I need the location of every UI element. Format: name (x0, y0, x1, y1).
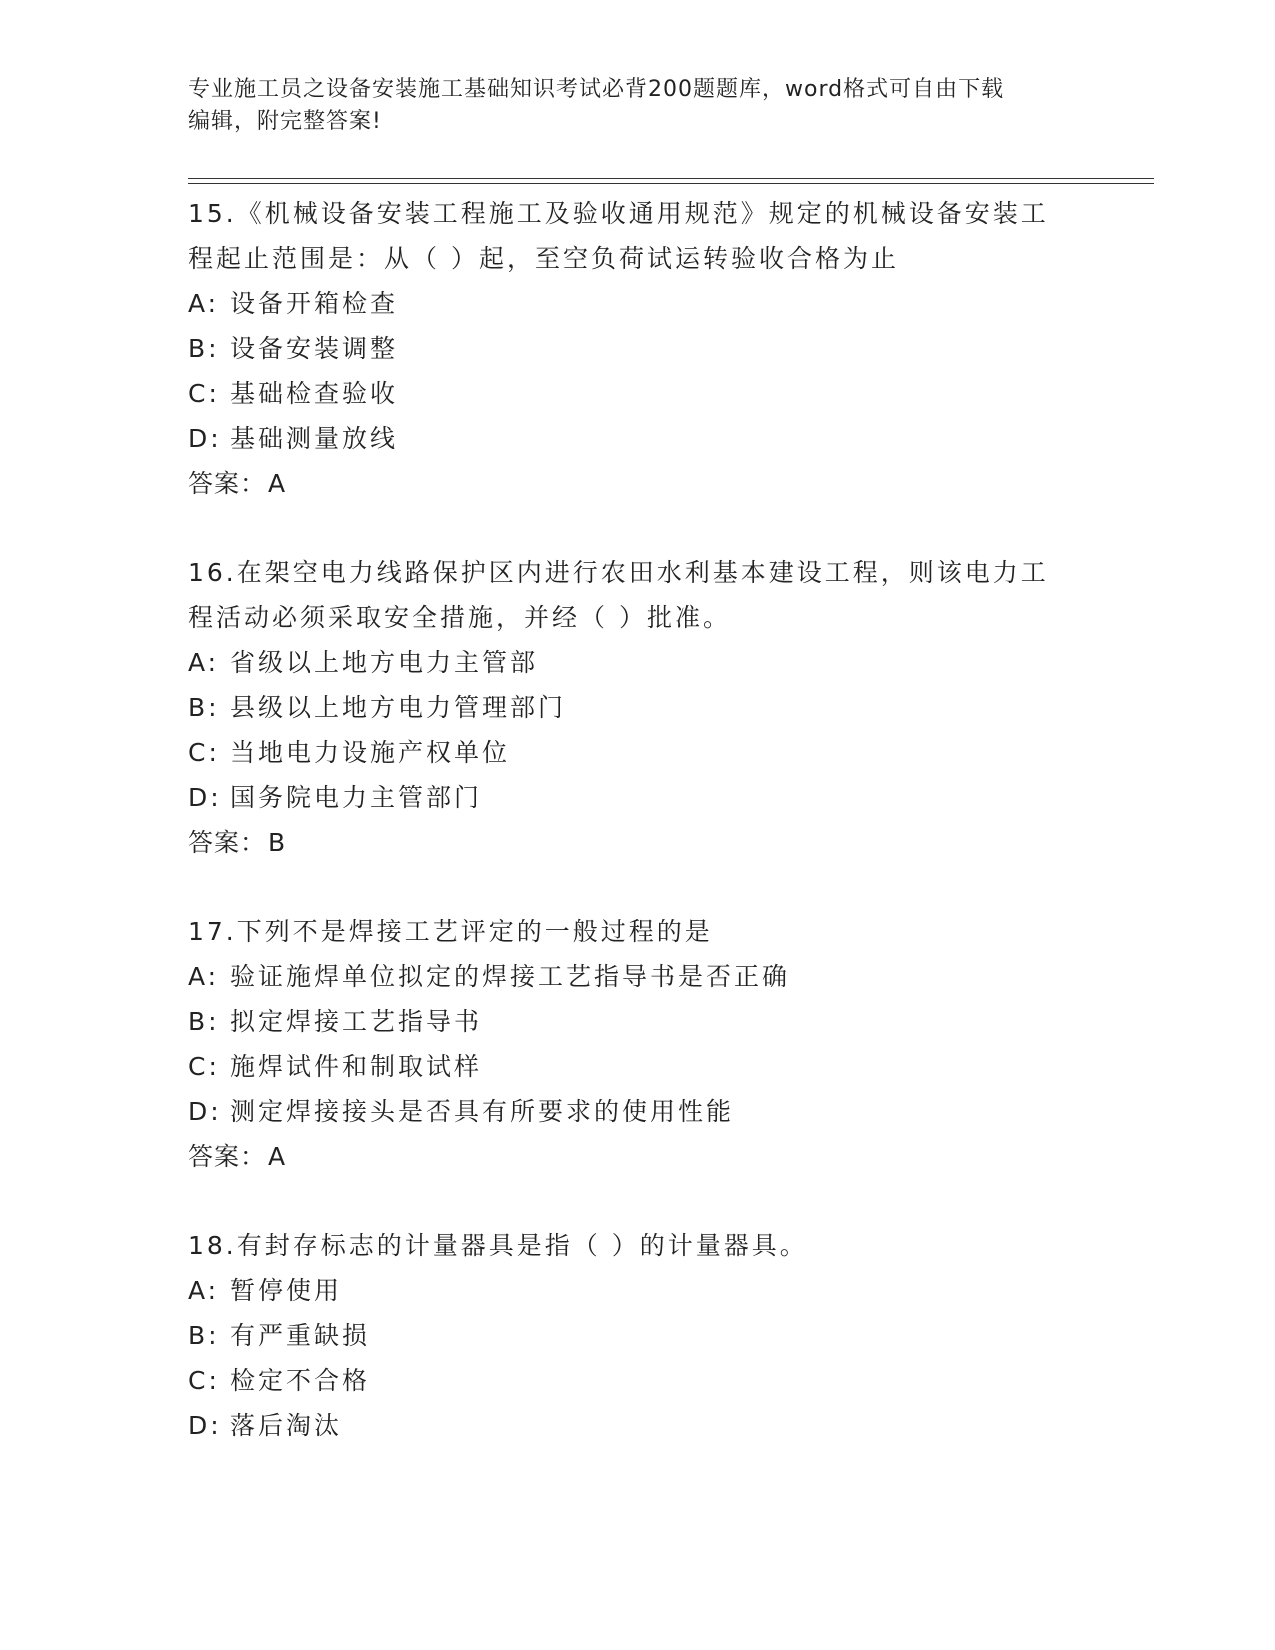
header-title-line-1: 专业施工员之设备安装施工基础知识考试必背200题题库，word格式可自由下载 (188, 77, 1005, 102)
option-a (188, 1268, 1128, 1313)
option-b (188, 999, 1128, 1044)
option-c (188, 1358, 1128, 1403)
question-text-line-1: 15.《机械设备安装工程施工及验收通用规范》规定的机械设备安装工 (188, 199, 1049, 228)
option-d (188, 775, 1128, 820)
option-key: A: (188, 962, 220, 991)
option-text: 有严重缺损 (230, 1321, 371, 1350)
option-text: 基础检查验收 (230, 379, 399, 408)
answer-line (188, 1134, 1128, 1179)
header-title-line-2: 编辑，附完整答案! (188, 109, 382, 134)
option-text: 省级以上地方电力主管部 (230, 648, 539, 677)
answer-value: A (268, 469, 287, 498)
answer-label: 答案： (188, 828, 267, 857)
answer-line (188, 461, 1128, 506)
option-key: B: (188, 334, 220, 363)
option-key: C: (188, 738, 220, 767)
question-17 (188, 909, 1128, 1179)
option-c (188, 730, 1128, 775)
answer-value: A (268, 1142, 287, 1171)
option-key: D: (188, 424, 222, 453)
option-c (188, 371, 1128, 416)
question-text-line-2: 程活动必须采取安全措施，并经（ ）批准。 (188, 603, 731, 632)
answer-value: B (268, 828, 287, 857)
option-text: 检定不合格 (230, 1366, 371, 1395)
option-key: A: (188, 1276, 220, 1305)
answer-label: 答案： (188, 469, 267, 498)
option-text: 验证施焊单位拟定的焊接工艺指导书是否正确 (230, 962, 791, 991)
option-key: B: (188, 1007, 220, 1036)
option-text: 县级以上地方电力管理部门 (230, 693, 567, 722)
question-15 (188, 191, 1128, 506)
option-text: 暂停使用 (230, 1276, 343, 1305)
option-a (188, 281, 1128, 326)
option-key: D: (188, 783, 222, 812)
option-key: C: (188, 379, 220, 408)
option-key: B: (188, 693, 220, 722)
question-16 (188, 550, 1128, 865)
header-divider-bottom (188, 183, 1154, 184)
question-text-line-1: 16.在架空电力线路保护区内进行农田水利基本建设工程，则该电力工 (188, 558, 1049, 587)
option-text: 落后淘汰 (230, 1411, 343, 1440)
option-d (188, 1089, 1128, 1134)
option-d (188, 1403, 1128, 1448)
question-list (188, 191, 1128, 1492)
option-a (188, 640, 1128, 685)
option-text: 设备开箱检查 (230, 289, 399, 318)
question-18 (188, 1223, 1128, 1448)
header-divider-top (188, 178, 1154, 179)
option-key: C: (188, 1052, 220, 1081)
document-header (188, 74, 1088, 138)
answer-line (188, 820, 1128, 865)
option-c (188, 1044, 1128, 1089)
option-key: A: (188, 289, 220, 318)
option-key: C: (188, 1366, 220, 1395)
question-text-line-1: 18.有封存标志的计量器具是指（ ）的计量器具。 (188, 1231, 808, 1260)
option-key: D: (188, 1097, 222, 1126)
question-text-line-1: 17.下列不是焊接工艺评定的一般过程的是 (188, 917, 713, 946)
option-key: B: (188, 1321, 220, 1350)
option-text: 当地电力设施产权单位 (230, 738, 511, 767)
answer-label: 答案： (188, 1142, 267, 1171)
option-text: 设备安装调整 (230, 334, 399, 363)
option-b (188, 685, 1128, 730)
option-text: 拟定焊接工艺指导书 (230, 1007, 483, 1036)
question-text-line-2: 程起止范围是：从（ ）起，至空负荷试运转验收合格为止 (188, 244, 899, 273)
option-key: A: (188, 648, 220, 677)
option-text: 国务院电力主管部门 (230, 783, 483, 812)
option-b (188, 326, 1128, 371)
option-d (188, 416, 1128, 461)
option-text: 测定焊接接头是否具有所要求的使用性能 (230, 1097, 735, 1126)
option-text: 施焊试件和制取试样 (230, 1052, 483, 1081)
option-a (188, 954, 1128, 999)
option-key: D: (188, 1411, 222, 1440)
option-b (188, 1313, 1128, 1358)
option-text: 基础测量放线 (230, 424, 399, 453)
